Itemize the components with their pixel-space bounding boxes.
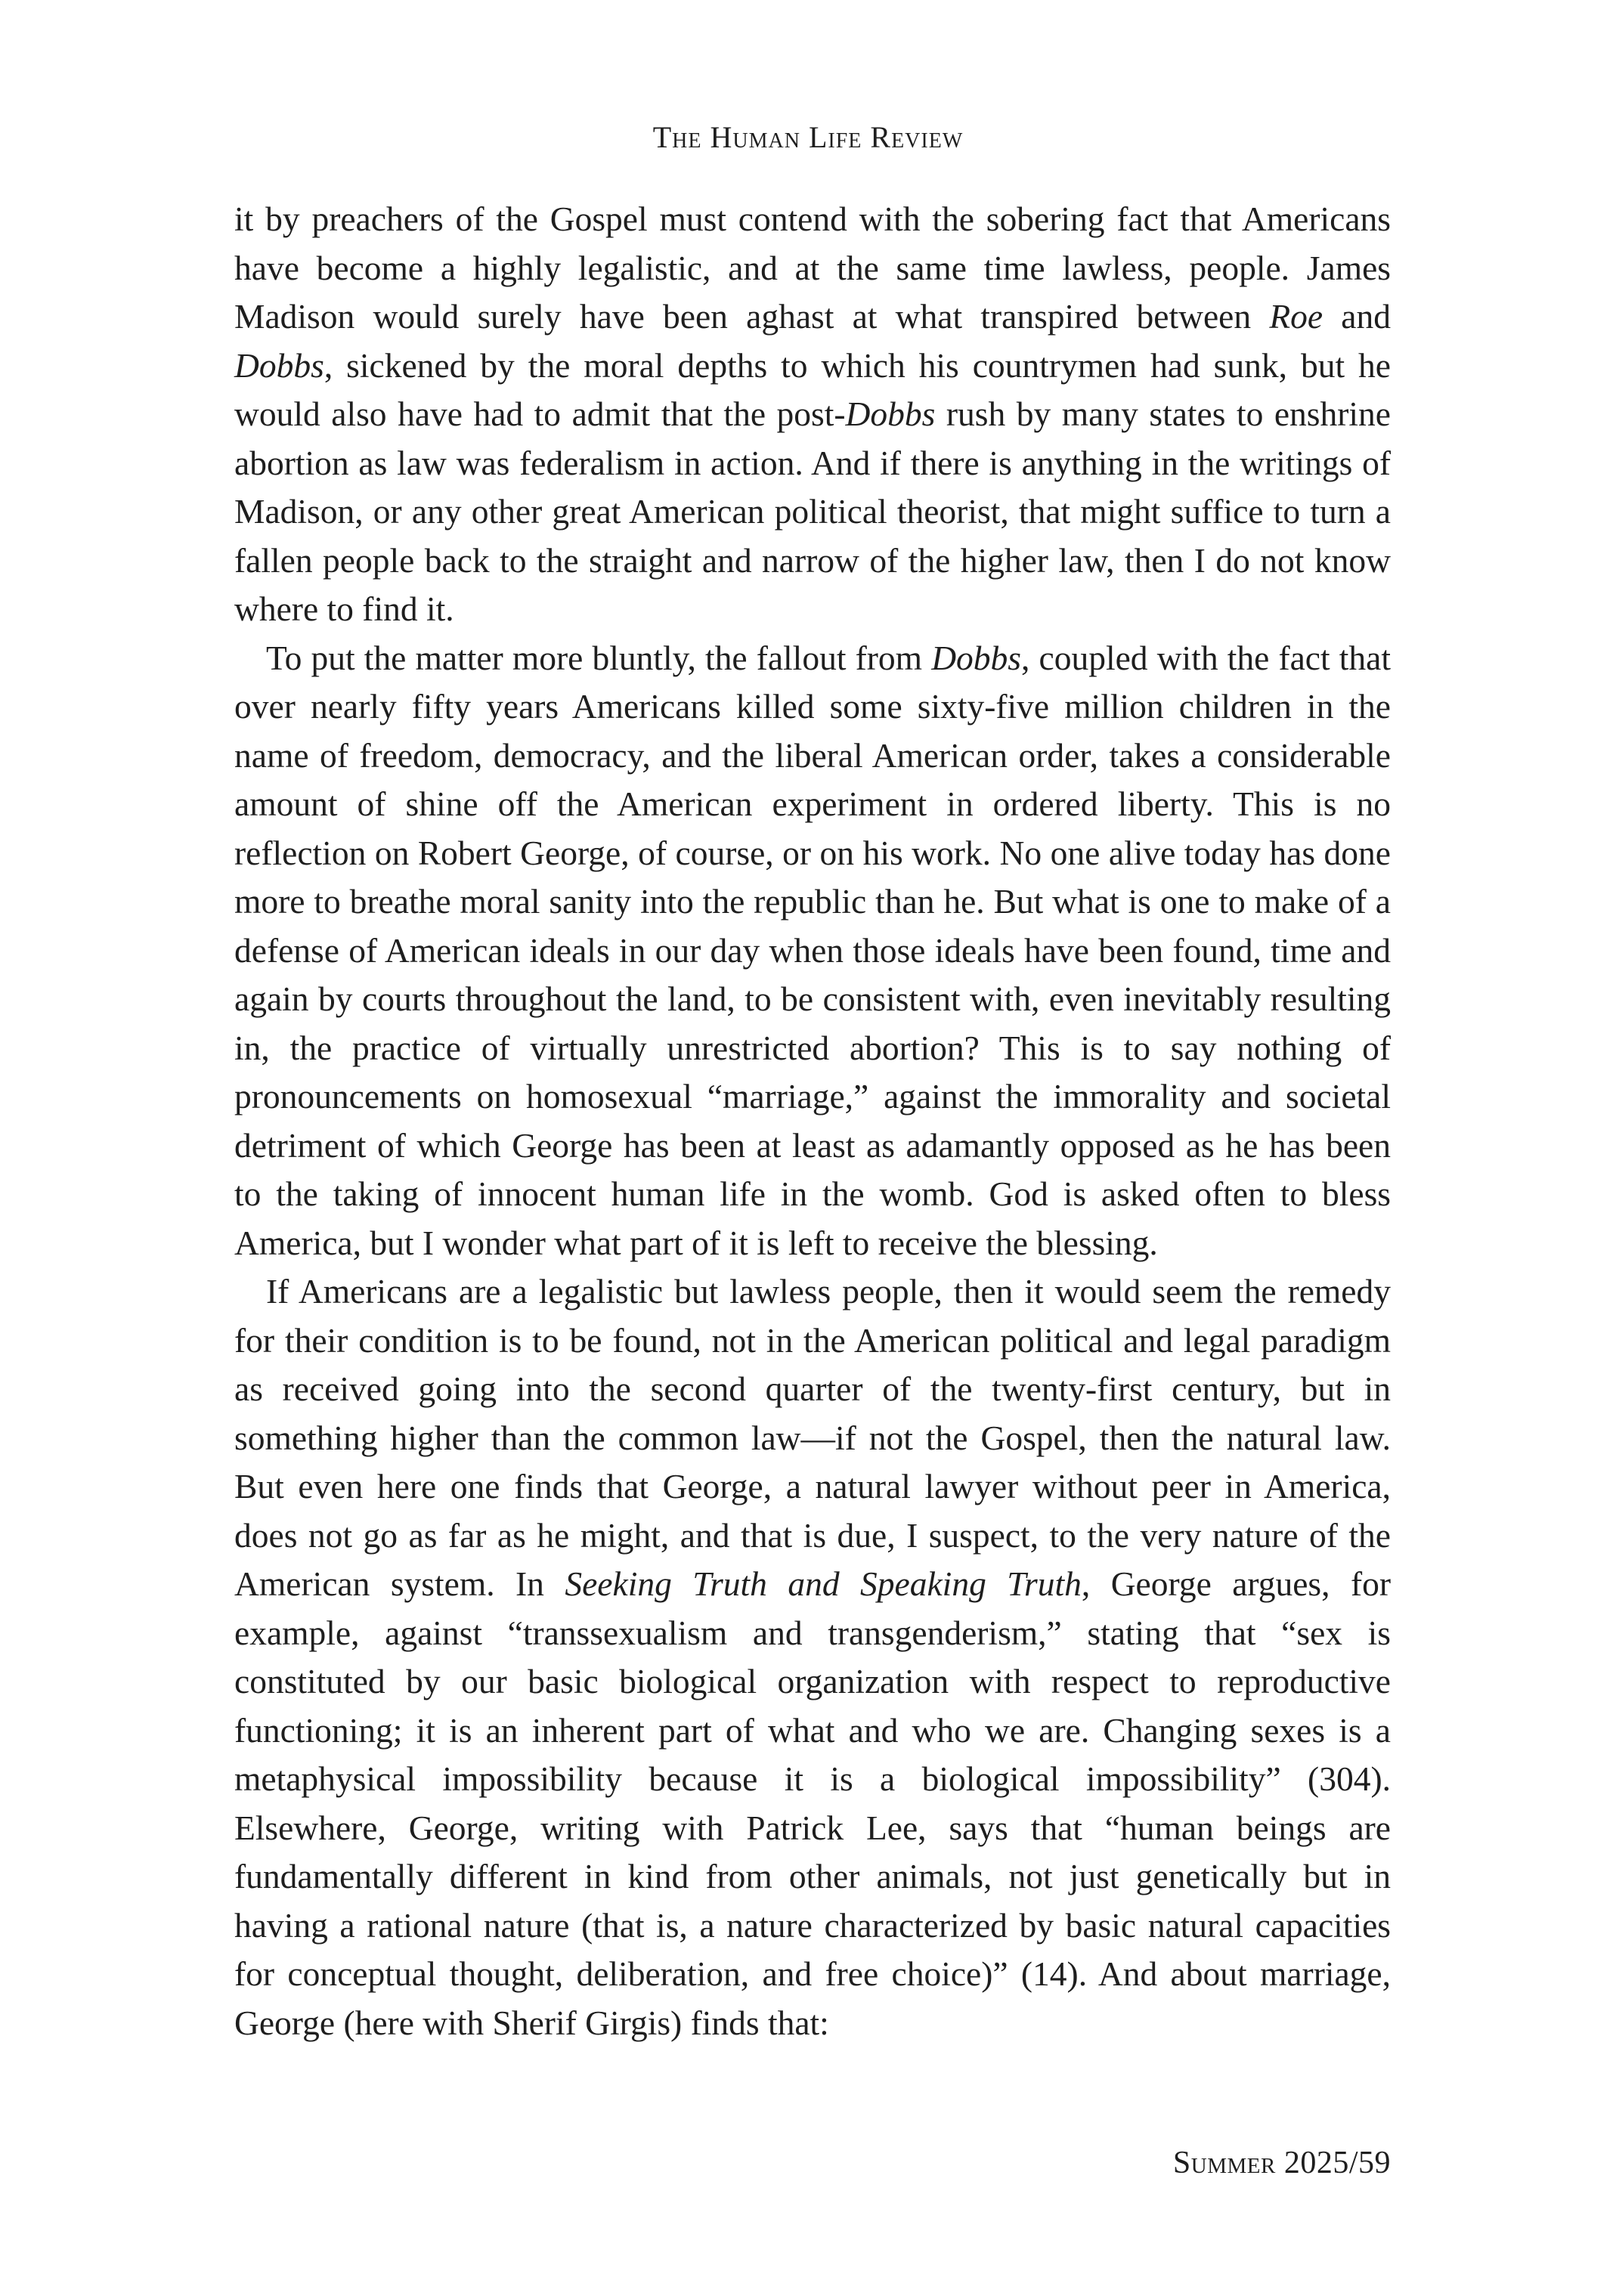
text-run: , sickened by the moral depths to which his countrymen had sunk, but he would also have had to admit that the post-	[234, 345, 1391, 433]
italic-run: Seeking Truth and Speaking Truth	[565, 1564, 1082, 1603]
text-run: , coupled with the fact that over nearly fifty years Americans killed some sixty-five million children in the name of freedom, democracy, and the liberal American order, takes a considerable amount of shine off the American experiment in ordered liberty. This is no reflection on Robert George, of course, or on his work. No one alive today has done more to breathe moral sanity into the republic than he. But what is one to make of a defense of American ideals in our day when those ideals have been found, time and again by courts throughout the land, to be consistent with, even inevitably resulting in, the practice of virtually unrestricted abortion? This is to say nothing of pronouncements on homosexual “marriage,” against the immorality and societal detriment of which George has been at least as adamantly opposed as he has been to the taking of innocent human life in the womb. God is asked often to bless America, but I wonder what part of it is left to receive the blessing.	[234, 638, 1391, 1262]
italic-run: Dobbs	[845, 395, 936, 433]
running-head: The Human Life Review	[652, 120, 964, 154]
paragraph-3	[234, 1267, 1391, 2047]
page-folio: Summer 2025/59	[1172, 2146, 1391, 2180]
paragraph-1	[234, 195, 1391, 634]
text-run: it by preachers of the Gospel must contend with the sobering fact that Americans have become a highly legalistic, and at the same time lawless, people. James Madison would surely have been aghast at what transpired between	[234, 200, 1391, 336]
italic-run: Roe	[1269, 297, 1323, 336]
text-run: , George argues, for example, against “transsexualism and transgenderism,” stating that “sex is constituted by our basic biological organization with respect to reproductive functioning; it is an inherent part of what and who we are. Changing sexes is a metaphysical impossibility because it is a biological impossibility” (304). Elsewhere, George, writing with Patrick Lee, says that “human beings are fundamentally different in kind from other animals, not just genetically but in having a rational nature (that is, a nature characterized by basic natural capacities for conceptual thought, deliberation, and free choice)” (14). And about marriage, George (here with Sherif Girgis) finds that:	[234, 1564, 1392, 2042]
italic-run: Dobbs	[234, 345, 324, 385]
article-body	[234, 195, 1391, 2047]
text-run: and	[1323, 297, 1392, 336]
text-run: rush by many states to enshrine abortion as law was federalism in action. And if there is anything in the writings of Madison, or any other great American political theorist, that might suffice to turn a fallen people back to the straight and narrow of the higher law, then I do not know where to find it.	[234, 395, 1391, 628]
paragraph-2	[234, 634, 1391, 1268]
text-run: To put the matter more bluntly, the fallout from	[266, 638, 932, 677]
text-run: If Americans are a legalistic but lawless people, then it would seem the remedy for their condition is to be found, not in the American political and legal paradigm as received going into the second quarter of the twenty-first century, but in something higher than the common law—if not the Gospel, then the natural law. But even here one finds that George, a natural lawyer without peer in America, does not go as far as he might, and that is due, I suspect, to the very nature of the American system. In	[234, 1272, 1391, 1603]
italic-run: Dobbs	[931, 638, 1022, 677]
